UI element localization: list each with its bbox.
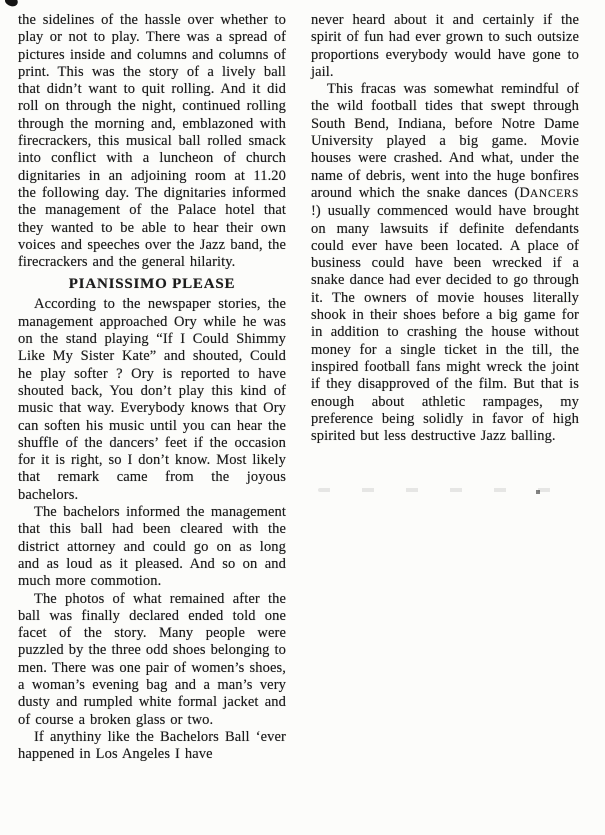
smudge-artifact [318, 488, 580, 492]
section-heading-pianissimo-please: PIANISSIMO PLEASE [68, 276, 236, 293]
paragraph-if-anything-like: If anythiny like the Bachelors Ball ‘ever happened in Los Angeles I have [18, 728, 286, 763]
paragraph-bachelors-informed: The bachelors informed the management that this ball had been cleared with the district attorney and could go on as long and as loud as it pleased. And so on and much more commotion. [18, 504, 286, 590]
paragraph-segment: This fracas was somewhat remindful of the wild football tides that swept through South Bend, Indiana, before Notre Dame University played a big game. Movie houses were crashed. And what, under the name of debris, went into the huge bonfires around which the snake dances (D [311, 81, 579, 201]
paragraph-this-fracas [311, 81, 579, 445]
right-column [311, 12, 579, 763]
paragraph-photos-remained: The photos of what remained after the ball was finally declared ended told one facet of the story. Many people were puzzled by the three odd shoes belonging to men. There was one pair of women’s shoes, a woman’s evening bag and a man’s very dusty and rumpled white formal jacket and of course a broken glass or two. [18, 590, 286, 728]
smudge-dot-artifact [536, 490, 540, 494]
left-column [18, 12, 286, 763]
smallcaps-dancers: ANCERS [530, 187, 579, 200]
paragraph-never-heard: never heard about it and certainly if the spirit of fun had ever grown to such outsize proportions everybody would have gone to jail. [311, 12, 579, 80]
paragraph-sidelines: the sidelines of the hassle over whether to play or not to play. There was a spread of pictures inside and columns and columns of print. This was the story of a lively ball that didn’t want to quit rolling. And it did roll on through the night, continued rolling through the morning and, emblazoned with firecrackers, this musical ball rolled smack into conflict with a luncheon of church dignitaries in an adjoining room at 11.20 the following day. The dignitaries informed the management of the Palace hotel that they wanted to be able to hear their own voices and speeches over the Jazz band, the firecrackers and the general hilarity. [18, 12, 286, 271]
paragraph-according-to-newspaper: According to the newspaper stories, the management approached Ory while he was on the stand playing “If I Could Shimmy Like My Sister Kate” and shouted, Could he play softer ? Ory is reported to have shouted back, You don’t play this kind of music that way. Everybody knows that Ory can soften his music until you can hear the shuffle of the dancers’ feet if the occasion for it is right, so I don’t know. Most likely that remark came from the joyous bachelors. [18, 296, 286, 503]
paragraph-segment: !) usually commenced would have brought on many lawsuits if definite defendants could ever have been located. A place of business could have been wrecked if a snake dance had ever decided to go through it. The owners of movie houses literally shook in their shoes before a big game for in addition to crashing the house without money for a single ticket in the till, the inspired football fans might wreck the joint if they disapproved of the film. But that is enough about athletic rampages, my preference being solidly in favor of high spirited but less destructive Jazz balling. [311, 203, 579, 445]
